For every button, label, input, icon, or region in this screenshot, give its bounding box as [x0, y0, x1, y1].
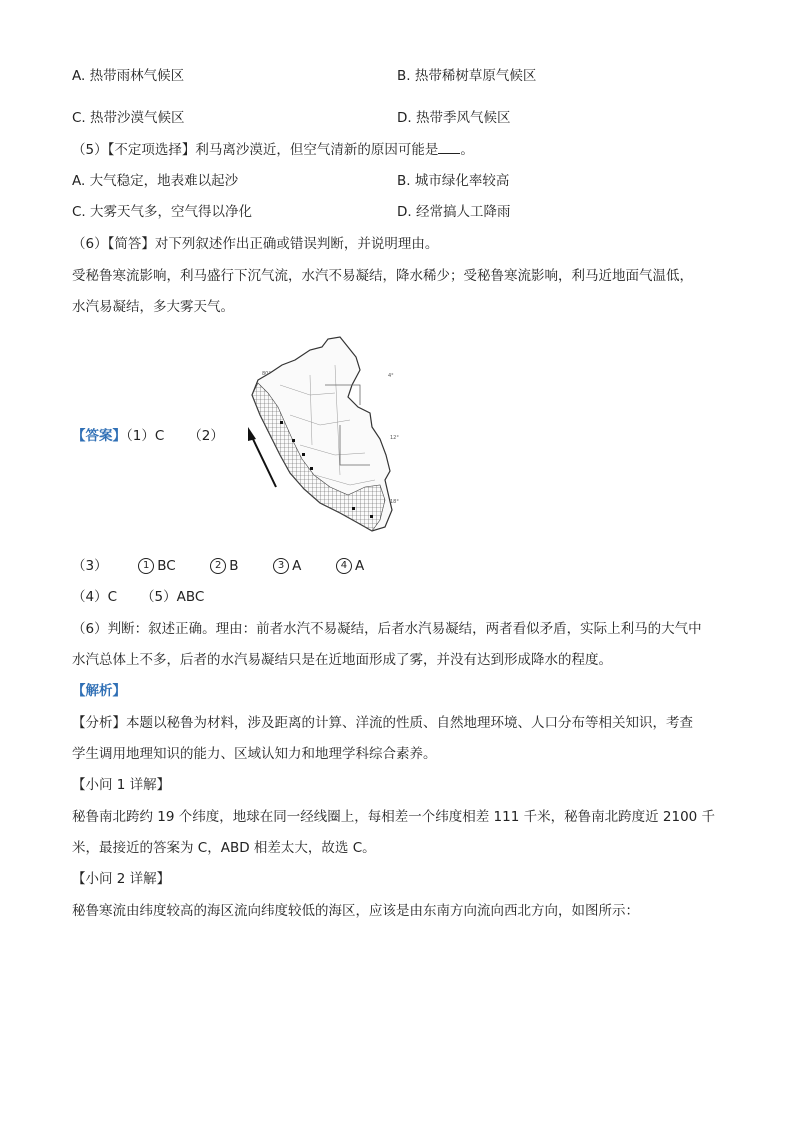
q6-stem: （6）【简答】对下列叙述作出正确或错误判断，并说明理由。: [72, 236, 439, 252]
answer-6-line1: （6）判断：叙述正确。理由：前者水汽不易凝结，后者水汽易凝结，两者看似矛盾，实际上利马的大气中: [72, 621, 702, 637]
circled-number: 4: [336, 558, 352, 574]
q4-option-a: A. 热带雨林气候区: [72, 68, 185, 84]
answer-6-line2: 水汽总体上不多，后者的水汽易凝结只是在近地面形成了雾，并没有达到形成降水的程度。: [72, 652, 612, 668]
label-18s: 18°: [390, 499, 399, 505]
city-marker: [310, 467, 313, 470]
q1-detail-line1: 秘鲁南北跨约 19 个纬度，地球在同一经线圈上，每相差一个纬度相差 111 千米，秘鲁南北跨度近 2100 千: [72, 809, 716, 825]
circled-number: 1: [138, 558, 154, 574]
peru-map-figure: [240, 335, 400, 535]
q5-option-c: C. 大雾天气多，空气得以净化: [72, 204, 253, 220]
q4-option-d: D. 热带季风气候区: [397, 110, 511, 126]
answer-3-item: [210, 557, 238, 575]
label-4s: 4°: [388, 373, 394, 379]
q2-detail-title: 【小问 2 详解】: [72, 871, 171, 887]
q5-blank: [438, 141, 460, 154]
q4-option-b: B. 热带稀树草原气候区: [397, 68, 537, 84]
answer-3-item: [138, 557, 175, 575]
city-marker: [370, 515, 373, 518]
q5-stem-end: 。: [460, 142, 474, 158]
answer-3-value: BC: [157, 558, 176, 574]
q4-option-c: C. 热带沙漠气候区: [72, 110, 185, 126]
answer-3-prefix: （3）: [72, 558, 108, 574]
analysis-label: 【解析】: [72, 683, 126, 699]
answer-3-item: [336, 557, 364, 575]
answer-line: [72, 427, 224, 445]
q1-detail-title: 【小问 1 详解】: [72, 777, 171, 793]
q5-option-b: B. 城市绿化率较高: [397, 173, 510, 189]
city-marker: [292, 439, 295, 442]
answer-5: （5）ABC: [141, 589, 205, 605]
label-80w: 80°: [262, 371, 271, 377]
analysis-fenxi-line2: 学生调用地理知识的能力、区域认知力和地理学科综合素养。: [72, 746, 437, 762]
answer-3-value: B: [229, 558, 239, 574]
q1-detail-line2: 米，最接近的答案为 C，ABD 相差太大，故选 C。: [72, 840, 376, 856]
circled-number: 2: [210, 558, 226, 574]
city-marker: [302, 453, 305, 456]
q5-option-a: A. 大气稳定，地表难以起沙: [72, 173, 239, 189]
label-12s: 12°: [390, 435, 399, 441]
answer-3-value: A: [354, 558, 365, 574]
city-marker: [280, 421, 283, 424]
answer-label: 【答案】: [72, 428, 126, 444]
q2-detail-line1: 秘鲁寒流由纬度较高的海区流向纬度较低的海区，应该是由东南方向流向西北方向，如图所示：: [72, 903, 639, 919]
city-marker: [352, 507, 355, 510]
answer-4: （4）C: [72, 589, 118, 605]
q5-stem: [72, 141, 474, 159]
answer-3-line: [72, 557, 364, 575]
q6-statement-line1: 受秘鲁寒流影响，利马盛行下沉气流，水汽不易凝结，降水稀少；受秘鲁寒流影响，利马近地面气温低，: [72, 268, 693, 284]
answer-3-value: A: [292, 558, 302, 574]
answer-1: （1）C: [126, 428, 165, 444]
answer-2: （2）: [188, 428, 224, 444]
analysis-fenxi-line1: 【分析】本题以秘鲁为材料，涉及距离的计算、洋流的性质、自然地理环境、人口分布等相关知识，考查: [72, 715, 693, 731]
answer-3-item: [273, 557, 301, 575]
circled-number: 3: [273, 558, 289, 574]
q6-statement-line2: 水汽易凝结，多大雾天气。: [72, 299, 234, 315]
q5-stem-text: （5）【不定项选择】利马离沙漠近，但空气清新的原因可能是: [72, 142, 439, 158]
answer-4-5-line: [72, 588, 204, 606]
q5-option-d: D. 经常搞人工降雨: [397, 204, 511, 220]
